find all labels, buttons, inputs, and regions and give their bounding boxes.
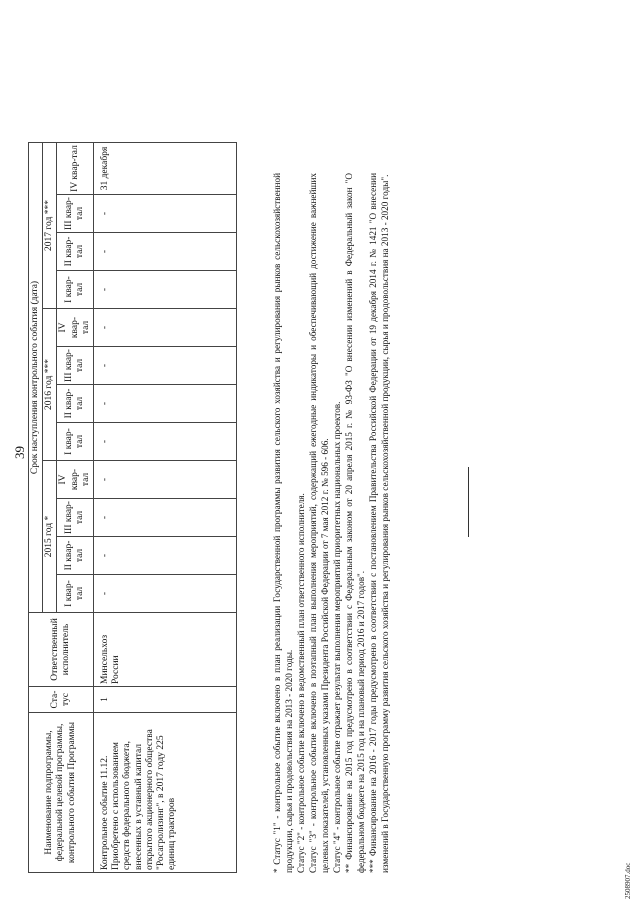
- date-cell: -: [94, 309, 237, 347]
- header-quarter: IV квар-тал: [57, 309, 94, 347]
- header-quarter: II квар-тал: [57, 537, 94, 575]
- footnote-status-3: Статус "3" - контрольное событие включено в поэтапный план выполнения мероприятий, содержащий ежегодные индикаторы и обеспечивающий достижение важнейших целевых показателей, установленных указами Президента Российской Федерации от 7 мая 2012 г. № 596 - 606.: [307, 173, 330, 873]
- header-quarter: IV квар-тал: [57, 461, 94, 499]
- header-quarter: I квар-тал: [57, 575, 94, 613]
- date-cell: -: [94, 233, 237, 271]
- header-quarter: I квар-тал: [57, 423, 94, 461]
- end-rule: [468, 467, 469, 537]
- header-quarter: III квар-тал: [57, 195, 94, 233]
- date-cell: -: [94, 575, 237, 613]
- header-status: Ста-тус: [29, 687, 94, 713]
- date-cell: -: [94, 347, 237, 385]
- footnote-status-1: * Статус "1" - контрольное событие включено в план реализации Государственной программы развития сельского хозяйства и регулирования рынков сельскохозяйственной продукции, сырья и продовольствия на 2013 - 2020 годы.: [272, 173, 294, 873]
- header-year-2015: 2015 год *: [43, 461, 57, 613]
- footnotes: [270, 173, 392, 873]
- date-cell: -: [94, 499, 237, 537]
- header-year-2016: 2016 год ***: [43, 309, 57, 461]
- date-cell: -: [94, 423, 237, 461]
- control-events-table: [28, 142, 237, 873]
- page-number: 39: [12, 446, 27, 459]
- footnote-status-4: Статус "4" - контрольное событие отражает результат выполнения мероприятий приоритетных национальных проектов.: [331, 401, 342, 873]
- date-cell: -: [94, 385, 237, 423]
- header-year-2017: 2017 год ***: [43, 143, 57, 309]
- table-row: [94, 143, 237, 873]
- header-quarter: III квар-тал: [57, 347, 94, 385]
- header-executor: Ответственный исполнитель: [29, 613, 94, 687]
- header-quarter: I квар-тал: [57, 271, 94, 309]
- header-quarter: II квар-тал: [57, 233, 94, 271]
- header-quarter: III квар-тал: [57, 499, 94, 537]
- date-cell: -: [94, 195, 237, 233]
- header-quarter: II квар-тал: [57, 385, 94, 423]
- footnote-status-2: Статус "2" - контрольное событие включено в ведомственный план ответственного исполнителя.: [295, 493, 306, 873]
- header-col-name: Наименование подпрограммы, федеральной целевой программы, контрольного события Программы: [29, 713, 94, 873]
- header-quarter: IV квар-тал: [57, 143, 94, 195]
- footnote-funding-2016-2017: *** Финансирование на 2016 - 2017 годы предусмотрено в соответствии с постановлением Правительства Российской Федерации от 19 декабря 2014 г. № 1421 "О внесении изменений в Государственную программу развития сельского хозяйства и регулирования рынков сельскохозяйственной продукции, сырья и продовольствия на 2013 - 2020 годы".: [367, 173, 390, 873]
- date-cell: -: [94, 537, 237, 575]
- executor-cell: Минсельхоз России: [94, 613, 237, 687]
- date-cell: -: [94, 461, 237, 499]
- header-term: Срок наступления контрольного события (дата): [29, 143, 43, 613]
- status-cell: 1: [94, 687, 237, 713]
- date-cell: -: [94, 271, 237, 309]
- document-id: 2508907.doc: [624, 862, 632, 899]
- event-description: Контрольное событие 11.12. Приобретено с использованием средств федерального бюджета, внесенных в уставный капитал открытого акционерного общества "Росагролизинг", в 2017 году 225 единиц тракторов: [94, 713, 237, 873]
- footnote-funding-2015: ** Финансирование на 2015 год предусмотрено в соответствии с Федеральным законом от 20 апреля 2015 г. № 93-ФЗ "О внесении изменений в Федеральный закон "О федеральном бюджете на 2015 год и на плановый период 2016 и 2017 годов".: [343, 173, 366, 873]
- date-cell: 31 декабря: [94, 143, 237, 195]
